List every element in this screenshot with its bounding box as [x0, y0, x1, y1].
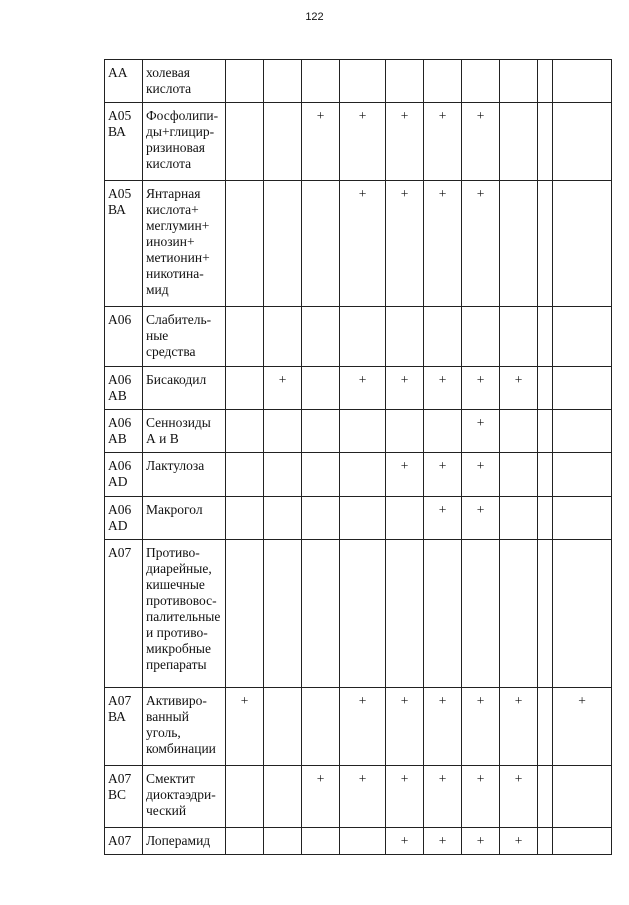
atc-code-cell: [105, 688, 143, 766]
atc-code: АА: [108, 65, 128, 80]
mark-cell: +: [386, 828, 424, 855]
atc-code: А06 AD: [108, 458, 132, 489]
mark-cell: +: [424, 367, 462, 410]
mark-cell: [226, 181, 264, 307]
atc-code: А06 АВ: [108, 372, 132, 403]
mark-cell: [302, 540, 340, 688]
mark-cell: +: [462, 367, 500, 410]
mark-cell: +: [386, 453, 424, 497]
drug-name-cell: [143, 497, 226, 540]
drug-name: Макрогол: [146, 502, 203, 517]
table-row: [105, 103, 612, 181]
mark-cell: +: [340, 103, 386, 181]
drug-name-cell: [143, 766, 226, 828]
table-row: [105, 540, 612, 688]
mark-cell: [538, 410, 553, 453]
mark-cell: +: [340, 181, 386, 307]
mark-cell: [340, 307, 386, 367]
mark-cell: [226, 410, 264, 453]
mark-cell: +: [386, 103, 424, 181]
mark-cell: [302, 828, 340, 855]
atc-code-cell: [105, 60, 143, 103]
mark-cell: [500, 453, 538, 497]
mark-cell: [553, 60, 612, 103]
table-row: [105, 688, 612, 766]
mark-cell: [538, 453, 553, 497]
mark-cell: [302, 497, 340, 540]
mark-cell: [386, 497, 424, 540]
mark-cell: +: [500, 367, 538, 410]
mark-cell: [424, 307, 462, 367]
mark-cell: +: [462, 181, 500, 307]
mark-cell: +: [462, 410, 500, 453]
mark-cell: [500, 60, 538, 103]
mark-cell: [538, 307, 553, 367]
mark-cell: [340, 497, 386, 540]
table-row: [105, 410, 612, 453]
mark-cell: [386, 540, 424, 688]
atc-code: А06: [108, 312, 132, 327]
mark-cell: [264, 497, 302, 540]
drug-name: Слабитель- ные средства: [146, 312, 212, 359]
mark-cell: +: [302, 103, 340, 181]
mark-cell: [538, 688, 553, 766]
table-row: [105, 828, 612, 855]
mark-cell: +: [340, 688, 386, 766]
mark-cell: [553, 453, 612, 497]
mark-cell: [264, 540, 302, 688]
mark-cell: [264, 410, 302, 453]
drug-name: Янтарная кислота+ меглумин+ инозин+ метионин+ никотина- мид: [146, 186, 210, 297]
drug-name: Противо- диарейные, кишечные противовос- палительные и противо- микробные препараты: [146, 545, 221, 672]
mark-cell: [302, 367, 340, 410]
mark-cell: +: [462, 828, 500, 855]
mark-cell: +: [424, 688, 462, 766]
mark-cell: +: [302, 766, 340, 828]
mark-cell: [462, 60, 500, 103]
atc-code-cell: [105, 307, 143, 367]
mark-cell: [386, 60, 424, 103]
mark-cell: [340, 540, 386, 688]
mark-cell: [553, 828, 612, 855]
mark-cell: [538, 367, 553, 410]
mark-cell: [500, 181, 538, 307]
mark-cell: [500, 540, 538, 688]
atc-code: А07 ВА: [108, 693, 132, 724]
mark-cell: [538, 828, 553, 855]
atc-code-cell: [105, 410, 143, 453]
mark-cell: +: [500, 766, 538, 828]
atc-code: А07: [108, 833, 132, 848]
table-row: [105, 60, 612, 103]
mark-cell: +: [424, 181, 462, 307]
mark-cell: [340, 828, 386, 855]
drug-name-cell: [143, 688, 226, 766]
mark-cell: [553, 103, 612, 181]
mark-cell: [302, 60, 340, 103]
mark-cell: +: [553, 688, 612, 766]
mark-cell: [500, 410, 538, 453]
mark-cell: [462, 540, 500, 688]
mark-cell: [553, 497, 612, 540]
mark-cell: [424, 540, 462, 688]
mark-cell: [386, 307, 424, 367]
mark-cell: [538, 103, 553, 181]
mark-cell: [302, 410, 340, 453]
mark-cell: +: [424, 453, 462, 497]
mark-cell: [264, 453, 302, 497]
table-row: [105, 453, 612, 497]
table-row: [105, 307, 612, 367]
mark-cell: +: [340, 367, 386, 410]
mark-cell: [226, 367, 264, 410]
mark-cell: [264, 307, 302, 367]
drug-name-cell: [143, 60, 226, 103]
mark-cell: [553, 367, 612, 410]
mark-cell: [302, 453, 340, 497]
mark-cell: [500, 497, 538, 540]
mark-cell: [500, 307, 538, 367]
mark-cell: +: [500, 828, 538, 855]
drug-name-cell: [143, 453, 226, 497]
mark-cell: [553, 766, 612, 828]
mark-cell: [500, 103, 538, 181]
drug-name: Сеннозиды А и В: [146, 415, 211, 446]
mark-cell: [226, 497, 264, 540]
mark-cell: +: [462, 766, 500, 828]
mark-cell: [538, 60, 553, 103]
mark-cell: +: [340, 766, 386, 828]
mark-cell: [538, 766, 553, 828]
mark-cell: [462, 307, 500, 367]
mark-cell: [424, 410, 462, 453]
mark-cell: [386, 410, 424, 453]
table-row: [105, 766, 612, 828]
mark-cell: [302, 181, 340, 307]
drug-name-cell: [143, 181, 226, 307]
drug-name: Лактулоза: [146, 458, 205, 473]
mark-cell: [226, 453, 264, 497]
mark-cell: +: [424, 828, 462, 855]
mark-cell: +: [424, 766, 462, 828]
mark-cell: +: [386, 766, 424, 828]
mark-cell: [340, 60, 386, 103]
mark-cell: [538, 540, 553, 688]
mark-cell: +: [500, 688, 538, 766]
mark-cell: +: [462, 688, 500, 766]
mark-cell: +: [462, 497, 500, 540]
mark-cell: [340, 453, 386, 497]
drug-name-cell: [143, 410, 226, 453]
atc-code-cell: [105, 540, 143, 688]
table-row: [105, 497, 612, 540]
atc-code: А05 ВА: [108, 186, 132, 217]
mark-cell: [226, 766, 264, 828]
mark-cell: [302, 307, 340, 367]
mark-cell: +: [462, 453, 500, 497]
atc-code-cell: [105, 766, 143, 828]
mark-cell: [302, 688, 340, 766]
drug-name-cell: [143, 103, 226, 181]
mark-cell: [553, 181, 612, 307]
mark-cell: [538, 497, 553, 540]
mark-cell: [553, 540, 612, 688]
mark-cell: +: [264, 367, 302, 410]
drug-table: [104, 59, 612, 855]
drug-name: Бисакодил: [146, 372, 207, 387]
drug-name: Лоперамид: [146, 833, 211, 848]
mark-cell: +: [386, 181, 424, 307]
atc-code-cell: [105, 367, 143, 410]
mark-cell: [538, 181, 553, 307]
mark-cell: [553, 307, 612, 367]
mark-cell: [553, 410, 612, 453]
mark-cell: [340, 410, 386, 453]
mark-cell: [226, 307, 264, 367]
atc-code: А07 ВС: [108, 771, 132, 802]
mark-cell: [264, 828, 302, 855]
mark-cell: +: [424, 497, 462, 540]
page-number: 122: [305, 11, 324, 23]
mark-cell: +: [424, 103, 462, 181]
drug-name-cell: [143, 367, 226, 410]
mark-cell: [264, 60, 302, 103]
drug-name: холевая кислота: [146, 65, 192, 96]
mark-cell: +: [462, 103, 500, 181]
mark-cell: [226, 103, 264, 181]
mark-cell: [264, 766, 302, 828]
atc-code-cell: [105, 828, 143, 855]
atc-code: А06 AD: [108, 502, 132, 533]
mark-cell: +: [226, 688, 264, 766]
table-row: [105, 181, 612, 307]
mark-cell: [226, 828, 264, 855]
mark-cell: [264, 103, 302, 181]
drug-name: Активиро- ванный уголь, комбинации: [146, 693, 216, 756]
drug-name-cell: [143, 307, 226, 367]
drug-name: Фосфолипи- ды+глицир- ризиновая кислота: [146, 108, 219, 171]
mark-cell: [226, 540, 264, 688]
atc-code: А05 ВА: [108, 108, 132, 139]
mark-cell: [424, 60, 462, 103]
atc-code-cell: [105, 497, 143, 540]
mark-cell: +: [386, 367, 424, 410]
mark-cell: [264, 181, 302, 307]
atc-code-cell: [105, 103, 143, 181]
drug-name-cell: [143, 828, 226, 855]
table-row: [105, 367, 612, 410]
atc-code: А06 АВ: [108, 415, 132, 446]
atc-code: А07: [108, 545, 132, 560]
drug-name: Смектит диоктаэдри- ческий: [146, 771, 216, 818]
atc-code-cell: [105, 453, 143, 497]
mark-cell: [226, 60, 264, 103]
atc-code-cell: [105, 181, 143, 307]
drug-name-cell: [143, 540, 226, 688]
mark-cell: [264, 688, 302, 766]
mark-cell: +: [386, 688, 424, 766]
